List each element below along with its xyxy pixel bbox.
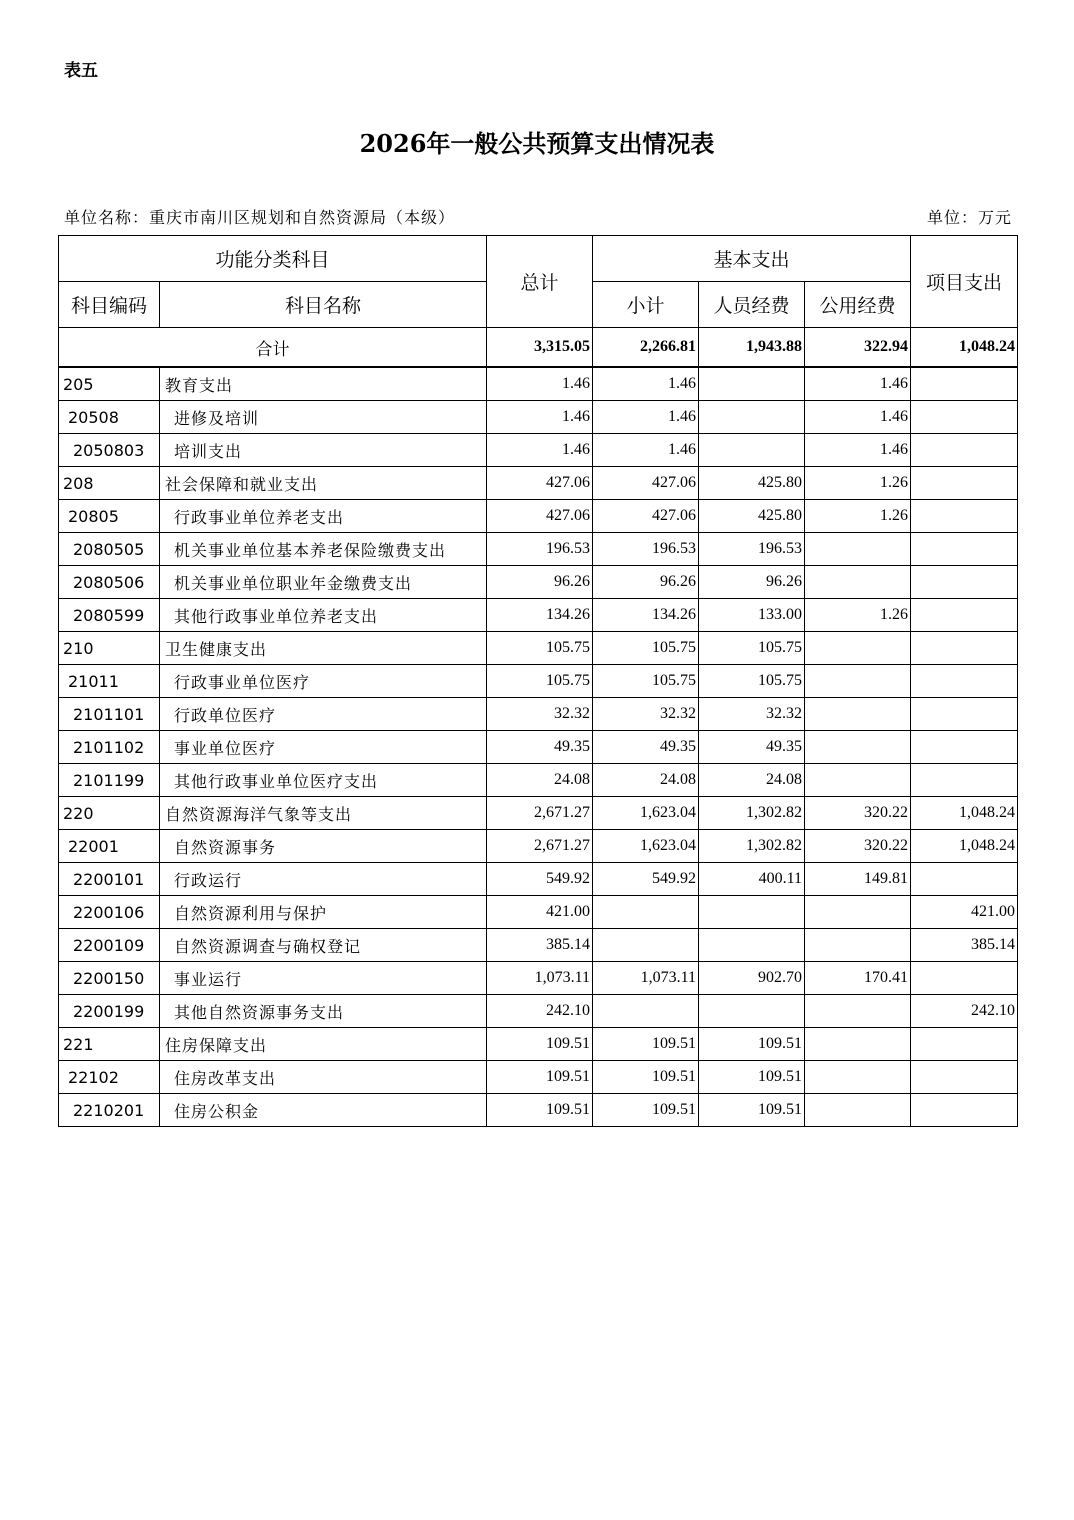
table-row (59, 830, 1018, 863)
cell-project (911, 863, 1018, 896)
cell-total: 109.51 (487, 1028, 593, 1061)
table-row (59, 401, 1018, 434)
cell-personnel: 24.08 (699, 764, 805, 797)
cell-personnel (699, 367, 805, 401)
cell-subtotal: 134.26 (593, 599, 699, 632)
cell-total: 49.35 (487, 731, 593, 764)
cell-total: 549.92 (487, 863, 593, 896)
cell-public: 1.46 (805, 401, 911, 434)
header-project: 项目支出 (911, 236, 1018, 328)
cell-total: 32.32 (487, 698, 593, 731)
cell-subtotal: 1,623.04 (593, 830, 699, 863)
table-row (59, 698, 1018, 731)
cell-code: 221 (59, 1028, 160, 1061)
cell-total: 242.10 (487, 995, 593, 1028)
cell-name: 教育支出 (160, 367, 487, 401)
cell-project (911, 632, 1018, 665)
cell-personnel: 49.35 (699, 731, 805, 764)
cell-project (911, 1028, 1018, 1061)
cell-project: 385.14 (911, 929, 1018, 962)
cell-code: 208 (59, 467, 160, 500)
cell-public (805, 764, 911, 797)
cell-project: 242.10 (911, 995, 1018, 1028)
cell-public (805, 698, 911, 731)
total-project: 1,048.24 (911, 328, 1018, 368)
table-row (59, 896, 1018, 929)
cell-name: 事业运行 (160, 962, 487, 995)
cell-name: 自然资源海洋气象等支出 (160, 797, 487, 830)
cell-subtotal: 1.46 (593, 434, 699, 467)
total-public: 322.94 (805, 328, 911, 368)
cell-public (805, 731, 911, 764)
cell-code: 2200199 (59, 995, 160, 1028)
total-row (59, 328, 1018, 368)
cell-total: 427.06 (487, 500, 593, 533)
header-name: 科目名称 (160, 282, 487, 328)
cell-public: 1.26 (805, 500, 911, 533)
cell-name: 行政事业单位养老支出 (160, 500, 487, 533)
cell-total: 105.75 (487, 665, 593, 698)
cell-personnel: 425.80 (699, 467, 805, 500)
cell-total: 2,671.27 (487, 797, 593, 830)
cell-subtotal: 1.46 (593, 367, 699, 401)
cell-personnel: 902.70 (699, 962, 805, 995)
cell-subtotal: 196.53 (593, 533, 699, 566)
cell-code: 2101102 (59, 731, 160, 764)
cell-project (911, 698, 1018, 731)
cell-code: 2080506 (59, 566, 160, 599)
cell-public: 170.41 (805, 962, 911, 995)
cell-code: 2200150 (59, 962, 160, 995)
table-row (59, 1061, 1018, 1094)
cell-project (911, 599, 1018, 632)
cell-project (911, 566, 1018, 599)
cell-name: 自然资源调查与确权登记 (160, 929, 487, 962)
cell-personnel (699, 434, 805, 467)
cell-project (911, 533, 1018, 566)
cell-subtotal: 109.51 (593, 1094, 699, 1127)
cell-personnel: 109.51 (699, 1061, 805, 1094)
table-row (59, 632, 1018, 665)
cell-public (805, 896, 911, 929)
cell-name: 自然资源利用与保护 (160, 896, 487, 929)
cell-subtotal: 427.06 (593, 500, 699, 533)
cell-code: 2050803 (59, 434, 160, 467)
cell-code: 220 (59, 797, 160, 830)
table-row (59, 764, 1018, 797)
total-subtotal: 2,266.81 (593, 328, 699, 368)
cell-code: 20508 (59, 401, 160, 434)
cell-project (911, 401, 1018, 434)
cell-name: 住房保障支出 (160, 1028, 487, 1061)
cell-name: 机关事业单位职业年金缴费支出 (160, 566, 487, 599)
table-row (59, 797, 1018, 830)
cell-personnel: 1,302.82 (699, 830, 805, 863)
cell-subtotal: 49.35 (593, 731, 699, 764)
table-row (59, 434, 1018, 467)
cell-total: 134.26 (487, 599, 593, 632)
cell-name: 行政事业单位医疗 (160, 665, 487, 698)
cell-personnel: 105.75 (699, 632, 805, 665)
cell-personnel: 400.11 (699, 863, 805, 896)
cell-total: 1.46 (487, 434, 593, 467)
table-row (59, 367, 1018, 401)
table-row (59, 566, 1018, 599)
cell-public: 1.46 (805, 434, 911, 467)
cell-total: 109.51 (487, 1094, 593, 1127)
cell-code: 22102 (59, 1061, 160, 1094)
cell-name: 住房改革支出 (160, 1061, 487, 1094)
cell-project (911, 731, 1018, 764)
cell-public: 1.46 (805, 367, 911, 401)
cell-subtotal: 96.26 (593, 566, 699, 599)
cell-public: 320.22 (805, 830, 911, 863)
cell-name: 行政单位医疗 (160, 698, 487, 731)
cell-code: 2101101 (59, 698, 160, 731)
cell-code: 2200101 (59, 863, 160, 896)
cell-project (911, 367, 1018, 401)
cell-total: 421.00 (487, 896, 593, 929)
cell-total: 109.51 (487, 1061, 593, 1094)
table-row (59, 1028, 1018, 1061)
cell-name: 其他自然资源事务支出 (160, 995, 487, 1028)
cell-personnel: 1,302.82 (699, 797, 805, 830)
sheet-label: 表五 (64, 61, 98, 81)
cell-total: 96.26 (487, 566, 593, 599)
cell-project (911, 500, 1018, 533)
cell-name: 机关事业单位基本养老保险缴费支出 (160, 533, 487, 566)
table-row (59, 863, 1018, 896)
cell-subtotal (593, 929, 699, 962)
cell-name: 行政运行 (160, 863, 487, 896)
cell-name: 事业单位医疗 (160, 731, 487, 764)
header-personnel: 人员经费 (699, 282, 805, 328)
header-public: 公用经费 (805, 282, 911, 328)
cell-code: 2080505 (59, 533, 160, 566)
table-row (59, 599, 1018, 632)
cell-name: 培训支出 (160, 434, 487, 467)
cell-total: 427.06 (487, 467, 593, 500)
cell-public (805, 1061, 911, 1094)
cell-total: 24.08 (487, 764, 593, 797)
cell-project: 1,048.24 (911, 830, 1018, 863)
cell-code: 205 (59, 367, 160, 401)
cell-subtotal: 24.08 (593, 764, 699, 797)
cell-subtotal: 427.06 (593, 467, 699, 500)
cell-total: 1,073.11 (487, 962, 593, 995)
cell-code: 2200106 (59, 896, 160, 929)
cell-code: 2101199 (59, 764, 160, 797)
header-total: 总计 (487, 236, 593, 328)
table-row (59, 962, 1018, 995)
cell-public (805, 1028, 911, 1061)
header-basic: 基本支出 (593, 236, 911, 282)
cell-public: 320.22 (805, 797, 911, 830)
cell-project (911, 1061, 1018, 1094)
cell-subtotal: 549.92 (593, 863, 699, 896)
cell-subtotal: 1,073.11 (593, 962, 699, 995)
cell-personnel (699, 995, 805, 1028)
cell-public (805, 665, 911, 698)
cell-personnel: 96.26 (699, 566, 805, 599)
cell-subtotal: 32.32 (593, 698, 699, 731)
cell-total: 1.46 (487, 401, 593, 434)
cell-subtotal: 105.75 (593, 665, 699, 698)
table-row (59, 533, 1018, 566)
total-total: 3,315.05 (487, 328, 593, 368)
cell-subtotal (593, 995, 699, 1028)
cell-subtotal (593, 896, 699, 929)
table-row (59, 995, 1018, 1028)
cell-project (911, 467, 1018, 500)
cell-code: 20805 (59, 500, 160, 533)
cell-name: 其他行政事业单位养老支出 (160, 599, 487, 632)
header-functional-category: 功能分类科目 (59, 236, 487, 282)
cell-personnel: 133.00 (699, 599, 805, 632)
cell-project: 421.00 (911, 896, 1018, 929)
header-subtotal: 小计 (593, 282, 699, 328)
cell-personnel (699, 929, 805, 962)
table-row (59, 467, 1018, 500)
cell-subtotal: 1.46 (593, 401, 699, 434)
cell-code: 2080599 (59, 599, 160, 632)
unit-name: 单位名称：重庆市南川区规划和自然资源局（本级） (64, 208, 456, 227)
table-row (59, 500, 1018, 533)
cell-project: 1,048.24 (911, 797, 1018, 830)
page-title: 2026年一般公共预算支出情况表 (359, 129, 715, 158)
cell-personnel (699, 896, 805, 929)
header-code: 科目编码 (59, 282, 160, 328)
cell-total: 105.75 (487, 632, 593, 665)
cell-name: 住房公积金 (160, 1094, 487, 1127)
cell-public: 1.26 (805, 467, 911, 500)
cell-project (911, 764, 1018, 797)
cell-public (805, 1094, 911, 1127)
cell-public (805, 995, 911, 1028)
cell-personnel (699, 401, 805, 434)
cell-subtotal: 105.75 (593, 632, 699, 665)
cell-subtotal: 109.51 (593, 1061, 699, 1094)
cell-code: 210 (59, 632, 160, 665)
cell-personnel: 32.32 (699, 698, 805, 731)
total-personnel: 1,943.88 (699, 328, 805, 368)
table-row (59, 929, 1018, 962)
cell-public (805, 929, 911, 962)
cell-name: 卫生健康支出 (160, 632, 487, 665)
cell-public (805, 566, 911, 599)
cell-code: 22001 (59, 830, 160, 863)
cell-code: 21011 (59, 665, 160, 698)
cell-code: 2200109 (59, 929, 160, 962)
cell-name: 社会保障和就业支出 (160, 467, 487, 500)
cell-code: 2210201 (59, 1094, 160, 1127)
cell-project (911, 1094, 1018, 1127)
cell-personnel: 109.51 (699, 1094, 805, 1127)
cell-total: 196.53 (487, 533, 593, 566)
cell-name: 其他行政事业单位医疗支出 (160, 764, 487, 797)
cell-subtotal: 1,623.04 (593, 797, 699, 830)
cell-personnel: 425.80 (699, 500, 805, 533)
cell-public (805, 632, 911, 665)
cell-personnel: 109.51 (699, 1028, 805, 1061)
cell-project (911, 962, 1018, 995)
cell-name: 自然资源事务 (160, 830, 487, 863)
cell-public: 149.81 (805, 863, 911, 896)
cell-personnel: 105.75 (699, 665, 805, 698)
currency-unit: 单位：万元 (926, 208, 1012, 227)
expenditure-table (58, 235, 1018, 1127)
cell-total: 2,671.27 (487, 830, 593, 863)
cell-subtotal: 109.51 (593, 1028, 699, 1061)
cell-total: 385.14 (487, 929, 593, 962)
cell-project (911, 665, 1018, 698)
cell-personnel: 196.53 (699, 533, 805, 566)
cell-name: 进修及培训 (160, 401, 487, 434)
cell-public: 1.26 (805, 599, 911, 632)
table-row (59, 665, 1018, 698)
cell-public (805, 533, 911, 566)
table-row (59, 731, 1018, 764)
table-row (59, 1094, 1018, 1127)
cell-project (911, 434, 1018, 467)
cell-total: 1.46 (487, 367, 593, 401)
total-label: 合计 (59, 328, 487, 368)
